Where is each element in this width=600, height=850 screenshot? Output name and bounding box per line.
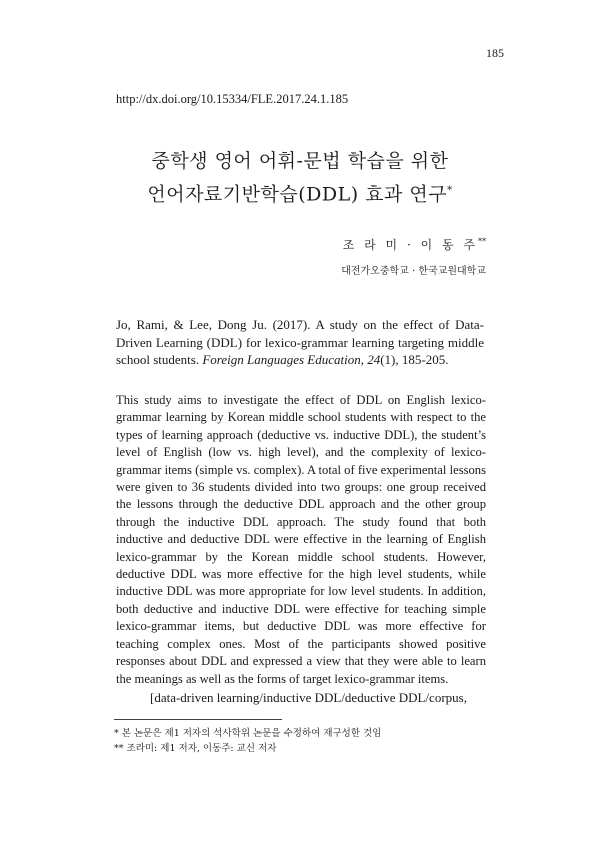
- citation-journal: Foreign Languages Education, 24: [202, 352, 381, 367]
- author-affiliation: 대전가오중학교 · 한국교원대학교: [341, 266, 486, 277]
- footnote-divider: [114, 719, 282, 720]
- author-names-text: 조 라 미 · 이 동 주: [342, 238, 478, 252]
- paper-title: [0, 146, 600, 209]
- footnote-1: * 본 논문은 제1 저자의 석사학위 논문을 수정하여 재구성한 것임: [114, 728, 382, 739]
- author-footnote-marker: **: [478, 237, 486, 246]
- keywords: [data-driven learning/inductive DDL/deductive DDL/corpus,: [150, 690, 467, 705]
- title-line-1: 중학생 영어 어휘-문법 학습을 위한: [151, 150, 449, 172]
- citation-text: Jo, Rami, & Lee, Dong Ju. (2017). A study on the effect of Data-Driven Learning (DDL) for lexico-grammar learning targeting middle school students.: [116, 317, 484, 367]
- citation-issue-pages: (1), 185-205.: [380, 352, 449, 367]
- author-names: [343, 236, 486, 253]
- footnote-2: ** 조라미: 제1 저자, 이동주: 교신 저자: [114, 743, 277, 754]
- doi-link[interactable]: http://dx.doi.org/10.15334/FLE.2017.24.1.185: [116, 92, 349, 106]
- abstract: This study aims to investigate the effect of DDL on English lexico-grammar learning by Korean middle school students with respect to the types of learning approach (deductive vs. inductive DDL), the student’s level of English (low vs. high level), and the complexity of lexico-grammar items (simple vs. complex). A total of five experimental lessons were given to 36 students divided into two groups: one group received the lessons through the deductive DDL approach and the other group through the inductive DDL approach. The study found that both inductive and deductive DDL were effective in the learning of English lexico-grammar by the Korean middle school students. However, deductive DDL was more effective for the high level students, while inductive DDL was more appropriate for low level students. In addition, both deductive and inductive DDL were effective for teaching simple lexico-grammar items, but deductive DDL was more effective for teaching complex ones. Most of the participants showed positive responses about DDL and expressed a view that they were able to learn the meanings as well as the forms of target lexico-grammar items.: [116, 393, 486, 686]
- page-number: 185: [486, 46, 504, 60]
- title-line-2: [0, 176, 600, 209]
- title-footnote-marker: *: [447, 185, 453, 196]
- citation: [116, 316, 484, 369]
- title-line-2-text: 언어자료기반학습(DDL) 효과 연구: [147, 183, 448, 206]
